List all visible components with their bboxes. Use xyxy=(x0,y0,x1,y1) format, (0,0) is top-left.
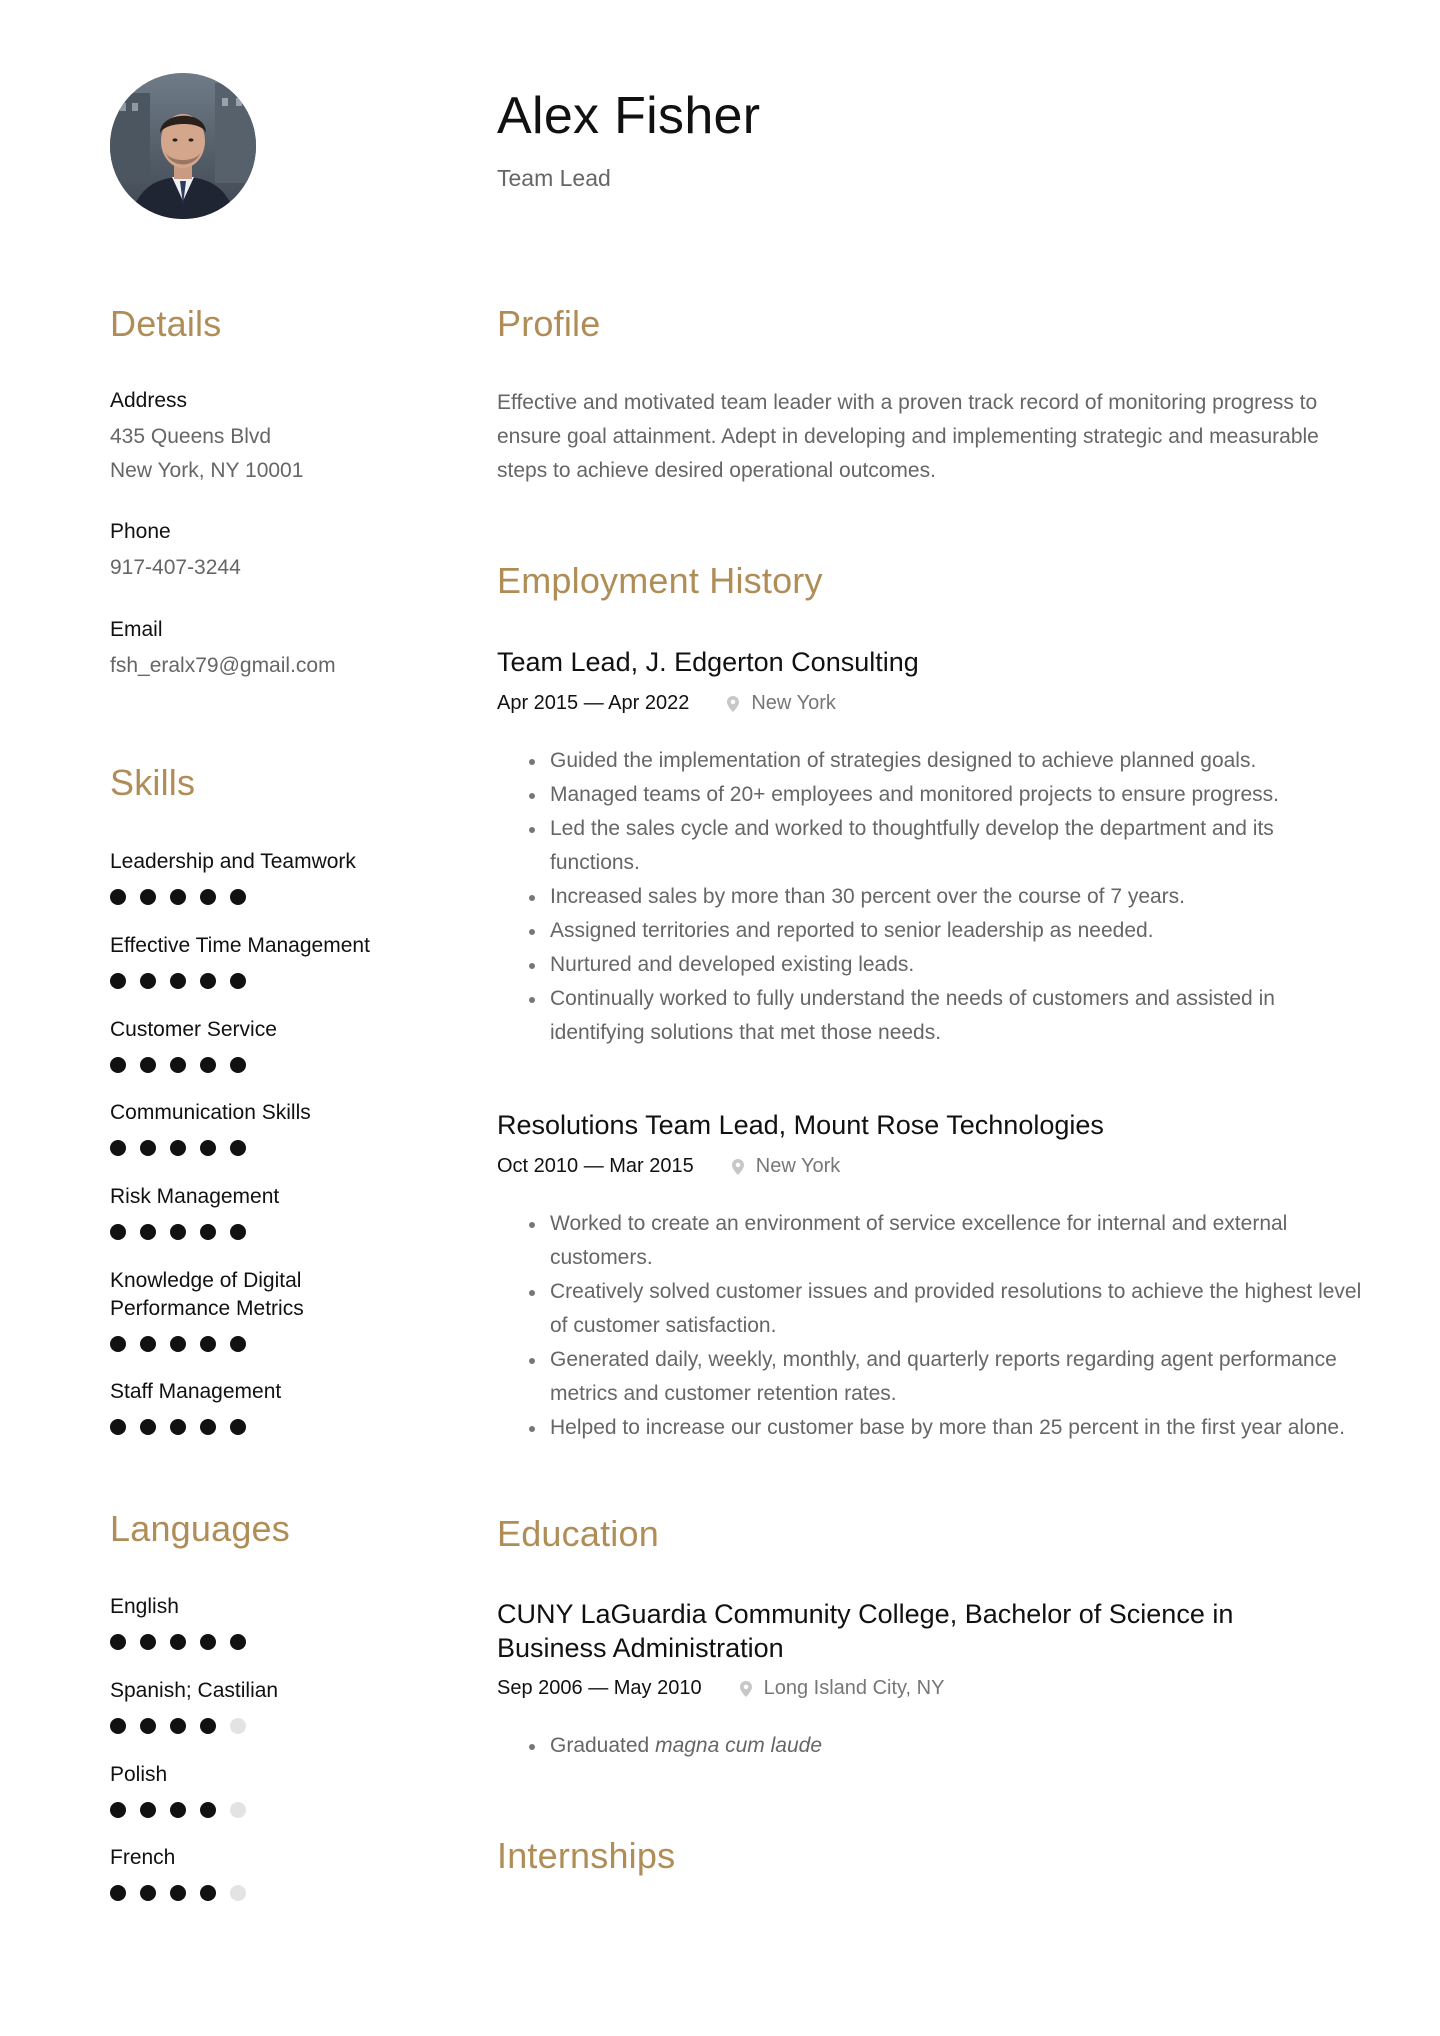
list-item: Assigned territories and reported to senior leadership as needed. xyxy=(497,914,1367,948)
language-rating xyxy=(110,1634,246,1650)
job-location xyxy=(732,1155,841,1178)
rating-dot-filled xyxy=(230,889,246,905)
rating-dot-empty xyxy=(230,1885,246,1901)
profile-heading: Profile xyxy=(497,303,601,344)
skill-name: Staff Management xyxy=(110,1380,282,1403)
rating-dot-filled xyxy=(110,1140,126,1156)
rating-dot-filled xyxy=(110,1802,126,1818)
rating-dot-filled xyxy=(200,1336,216,1352)
job-title: Resolutions Team Lead, Mount Rose Technologies xyxy=(497,1110,1104,1140)
education-title: CUNY LaGuardia Community College, Bachelor of Science in Business Administration xyxy=(497,1599,1234,1663)
skill-name: Communication Skills xyxy=(110,1101,311,1124)
rating-dot-filled xyxy=(200,1419,216,1435)
job-meta xyxy=(497,1155,840,1178)
rating-dot-filled xyxy=(110,1336,126,1352)
skill-rating xyxy=(110,1224,246,1240)
rating-dot-filled xyxy=(170,1224,186,1240)
rating-dot-filled xyxy=(110,973,126,989)
rating-dot-filled xyxy=(230,1057,246,1073)
skill-rating xyxy=(110,1057,246,1073)
rating-dot-filled xyxy=(230,1140,246,1156)
language-rating xyxy=(110,1802,246,1818)
list-item: Guided the implementation of strategies designed to achieve planned goals. xyxy=(497,744,1367,778)
rating-dot-filled xyxy=(230,1224,246,1240)
education-dates: Sep 2006 — May 2010 xyxy=(497,1677,702,1699)
skill-name-line2: Performance Metrics xyxy=(110,1297,304,1320)
job-dates: Apr 2015 — Apr 2022 xyxy=(497,692,690,714)
skill-rating xyxy=(110,1140,246,1156)
avatar-photo xyxy=(110,73,256,219)
rating-dot-filled xyxy=(200,1885,216,1901)
skill-name: Risk Management xyxy=(110,1185,280,1208)
job-location xyxy=(727,692,836,715)
education-meta xyxy=(497,1677,944,1700)
rating-dot-filled xyxy=(230,1336,246,1352)
address-label: Address xyxy=(110,389,188,412)
email-label: Email xyxy=(110,618,163,641)
email-value[interactable]: fsh_eralx79@gmail.com xyxy=(110,654,336,677)
rating-dot-filled xyxy=(140,1885,156,1901)
rating-dot-filled xyxy=(110,1885,126,1901)
rating-dot-filled xyxy=(140,1140,156,1156)
rating-dot-filled xyxy=(170,1634,186,1650)
map-pin-icon xyxy=(732,1159,744,1175)
phone-value: 917-407-3244 xyxy=(110,556,241,579)
details-heading: Details xyxy=(110,303,222,344)
list-item: Helped to increase our customer base by more than 25 percent in the first year alone. xyxy=(497,1411,1367,1445)
rating-dot-filled xyxy=(200,1718,216,1734)
education-bullet-text: Graduated xyxy=(550,1734,656,1757)
list-item: Led the sales cycle and worked to thoughtfully develop the department and its functions. xyxy=(497,812,1297,880)
language-name: French xyxy=(110,1846,176,1869)
education-heading: Education xyxy=(497,1513,659,1554)
rating-dot-filled xyxy=(140,1336,156,1352)
language-name: English xyxy=(110,1595,179,1618)
map-pin-icon xyxy=(740,1681,752,1697)
address-line2: New York, NY 10001 xyxy=(110,459,304,482)
list-item: Worked to create an environment of service excellence for internal and external customers. xyxy=(497,1207,1322,1275)
list-item xyxy=(497,1729,1367,1763)
rating-dot-filled xyxy=(200,973,216,989)
rating-dot-filled xyxy=(170,1419,186,1435)
rating-dot-filled xyxy=(140,1634,156,1650)
rating-dot-filled xyxy=(110,1419,126,1435)
rating-dot-filled xyxy=(200,1802,216,1818)
rating-dot-filled xyxy=(140,889,156,905)
employment-heading: Employment History xyxy=(497,560,823,601)
rating-dot-filled xyxy=(200,1057,216,1073)
profile-line: Effective and motivated team leader with a proven track record of monitoring progress to xyxy=(497,391,1318,414)
language-rating xyxy=(110,1885,246,1901)
rating-dot-filled xyxy=(200,1634,216,1650)
job-meta xyxy=(497,692,836,715)
list-item: Nurtured and developed existing leads. xyxy=(497,948,1367,982)
rating-dot-filled xyxy=(230,1419,246,1435)
rating-dot-filled xyxy=(140,1802,156,1818)
rating-dot-filled xyxy=(110,889,126,905)
job-location-text: New York xyxy=(755,1155,841,1177)
rating-dot-filled xyxy=(230,973,246,989)
map-pin-icon xyxy=(727,696,739,712)
rating-dot-empty xyxy=(230,1718,246,1734)
list-item: Generated daily, weekly, monthly, and quarterly reports regarding agent performance metrics and customer retention rates. xyxy=(497,1343,1367,1411)
education-bullets xyxy=(497,1729,1367,1763)
list-item: Continually worked to fully understand the needs of customers and assisted in identifying solutions that met those needs. xyxy=(497,982,1297,1050)
rating-dot-filled xyxy=(170,1140,186,1156)
skill-rating xyxy=(110,1336,246,1352)
candidate-name: Alex Fisher xyxy=(497,87,761,145)
rating-dot-filled xyxy=(140,1718,156,1734)
rating-dot-filled xyxy=(200,889,216,905)
job-title: Team Lead, J. Edgerton Consulting xyxy=(497,647,919,677)
skill-rating xyxy=(110,973,246,989)
skill-name: Customer Service xyxy=(110,1018,277,1041)
rating-dot-filled xyxy=(110,1718,126,1734)
education-location xyxy=(740,1677,945,1700)
skill-name: Knowledge of Digital xyxy=(110,1269,302,1292)
phone-label: Phone xyxy=(110,520,171,543)
rating-dot-filled xyxy=(110,1057,126,1073)
skills-heading: Skills xyxy=(110,762,196,803)
job-location-text: New York xyxy=(751,692,836,714)
rating-dot-filled xyxy=(140,1419,156,1435)
rating-dot-filled xyxy=(230,1634,246,1650)
rating-dot-filled xyxy=(200,1140,216,1156)
rating-dot-filled xyxy=(110,1634,126,1650)
rating-dot-filled xyxy=(140,973,156,989)
language-name: Polish xyxy=(110,1763,168,1786)
rating-dot-filled xyxy=(170,1057,186,1073)
education-honors: magna cum laude xyxy=(655,1734,823,1757)
avatar xyxy=(110,73,256,219)
job-bullets xyxy=(497,1207,1367,1445)
rating-dot-filled xyxy=(170,1336,186,1352)
list-item: Increased sales by more than 30 percent over the course of 7 years. xyxy=(497,880,1367,914)
language-name: Spanish; Castilian xyxy=(110,1679,279,1702)
education-location-text: Long Island City, NY xyxy=(763,1677,945,1699)
rating-dot-empty xyxy=(230,1802,246,1818)
skill-rating xyxy=(110,1419,246,1435)
candidate-title: Team Lead xyxy=(497,165,611,191)
profile-line: steps to achieve desired operational outcomes. xyxy=(497,459,936,482)
languages-heading: Languages xyxy=(110,1508,290,1549)
profile-line: ensure goal attainment. Adept in developing and implementing strategic and measurable xyxy=(497,425,1319,448)
language-rating xyxy=(110,1718,246,1734)
list-item: Managed teams of 20+ employees and monitored projects to ensure progress. xyxy=(497,778,1367,812)
rating-dot-filled xyxy=(170,973,186,989)
rating-dot-filled xyxy=(170,889,186,905)
job-bullets xyxy=(497,744,1367,1050)
rating-dot-filled xyxy=(200,1224,216,1240)
skill-name: Leadership and Teamwork xyxy=(110,850,356,873)
job-dates: Oct 2010 — Mar 2015 xyxy=(497,1155,694,1177)
rating-dot-filled xyxy=(170,1802,186,1818)
address-line1: 435 Queens Blvd xyxy=(110,425,272,448)
rating-dot-filled xyxy=(140,1057,156,1073)
internships-heading: Internships xyxy=(497,1835,676,1876)
skill-rating xyxy=(110,889,246,905)
rating-dot-filled xyxy=(170,1885,186,1901)
skill-name: Effective Time Management xyxy=(110,934,370,957)
list-item: Creatively solved customer issues and provided resolutions to achieve the highest level of customer satisfaction. xyxy=(497,1275,1367,1343)
rating-dot-filled xyxy=(110,1224,126,1240)
rating-dot-filled xyxy=(140,1224,156,1240)
rating-dot-filled xyxy=(170,1718,186,1734)
